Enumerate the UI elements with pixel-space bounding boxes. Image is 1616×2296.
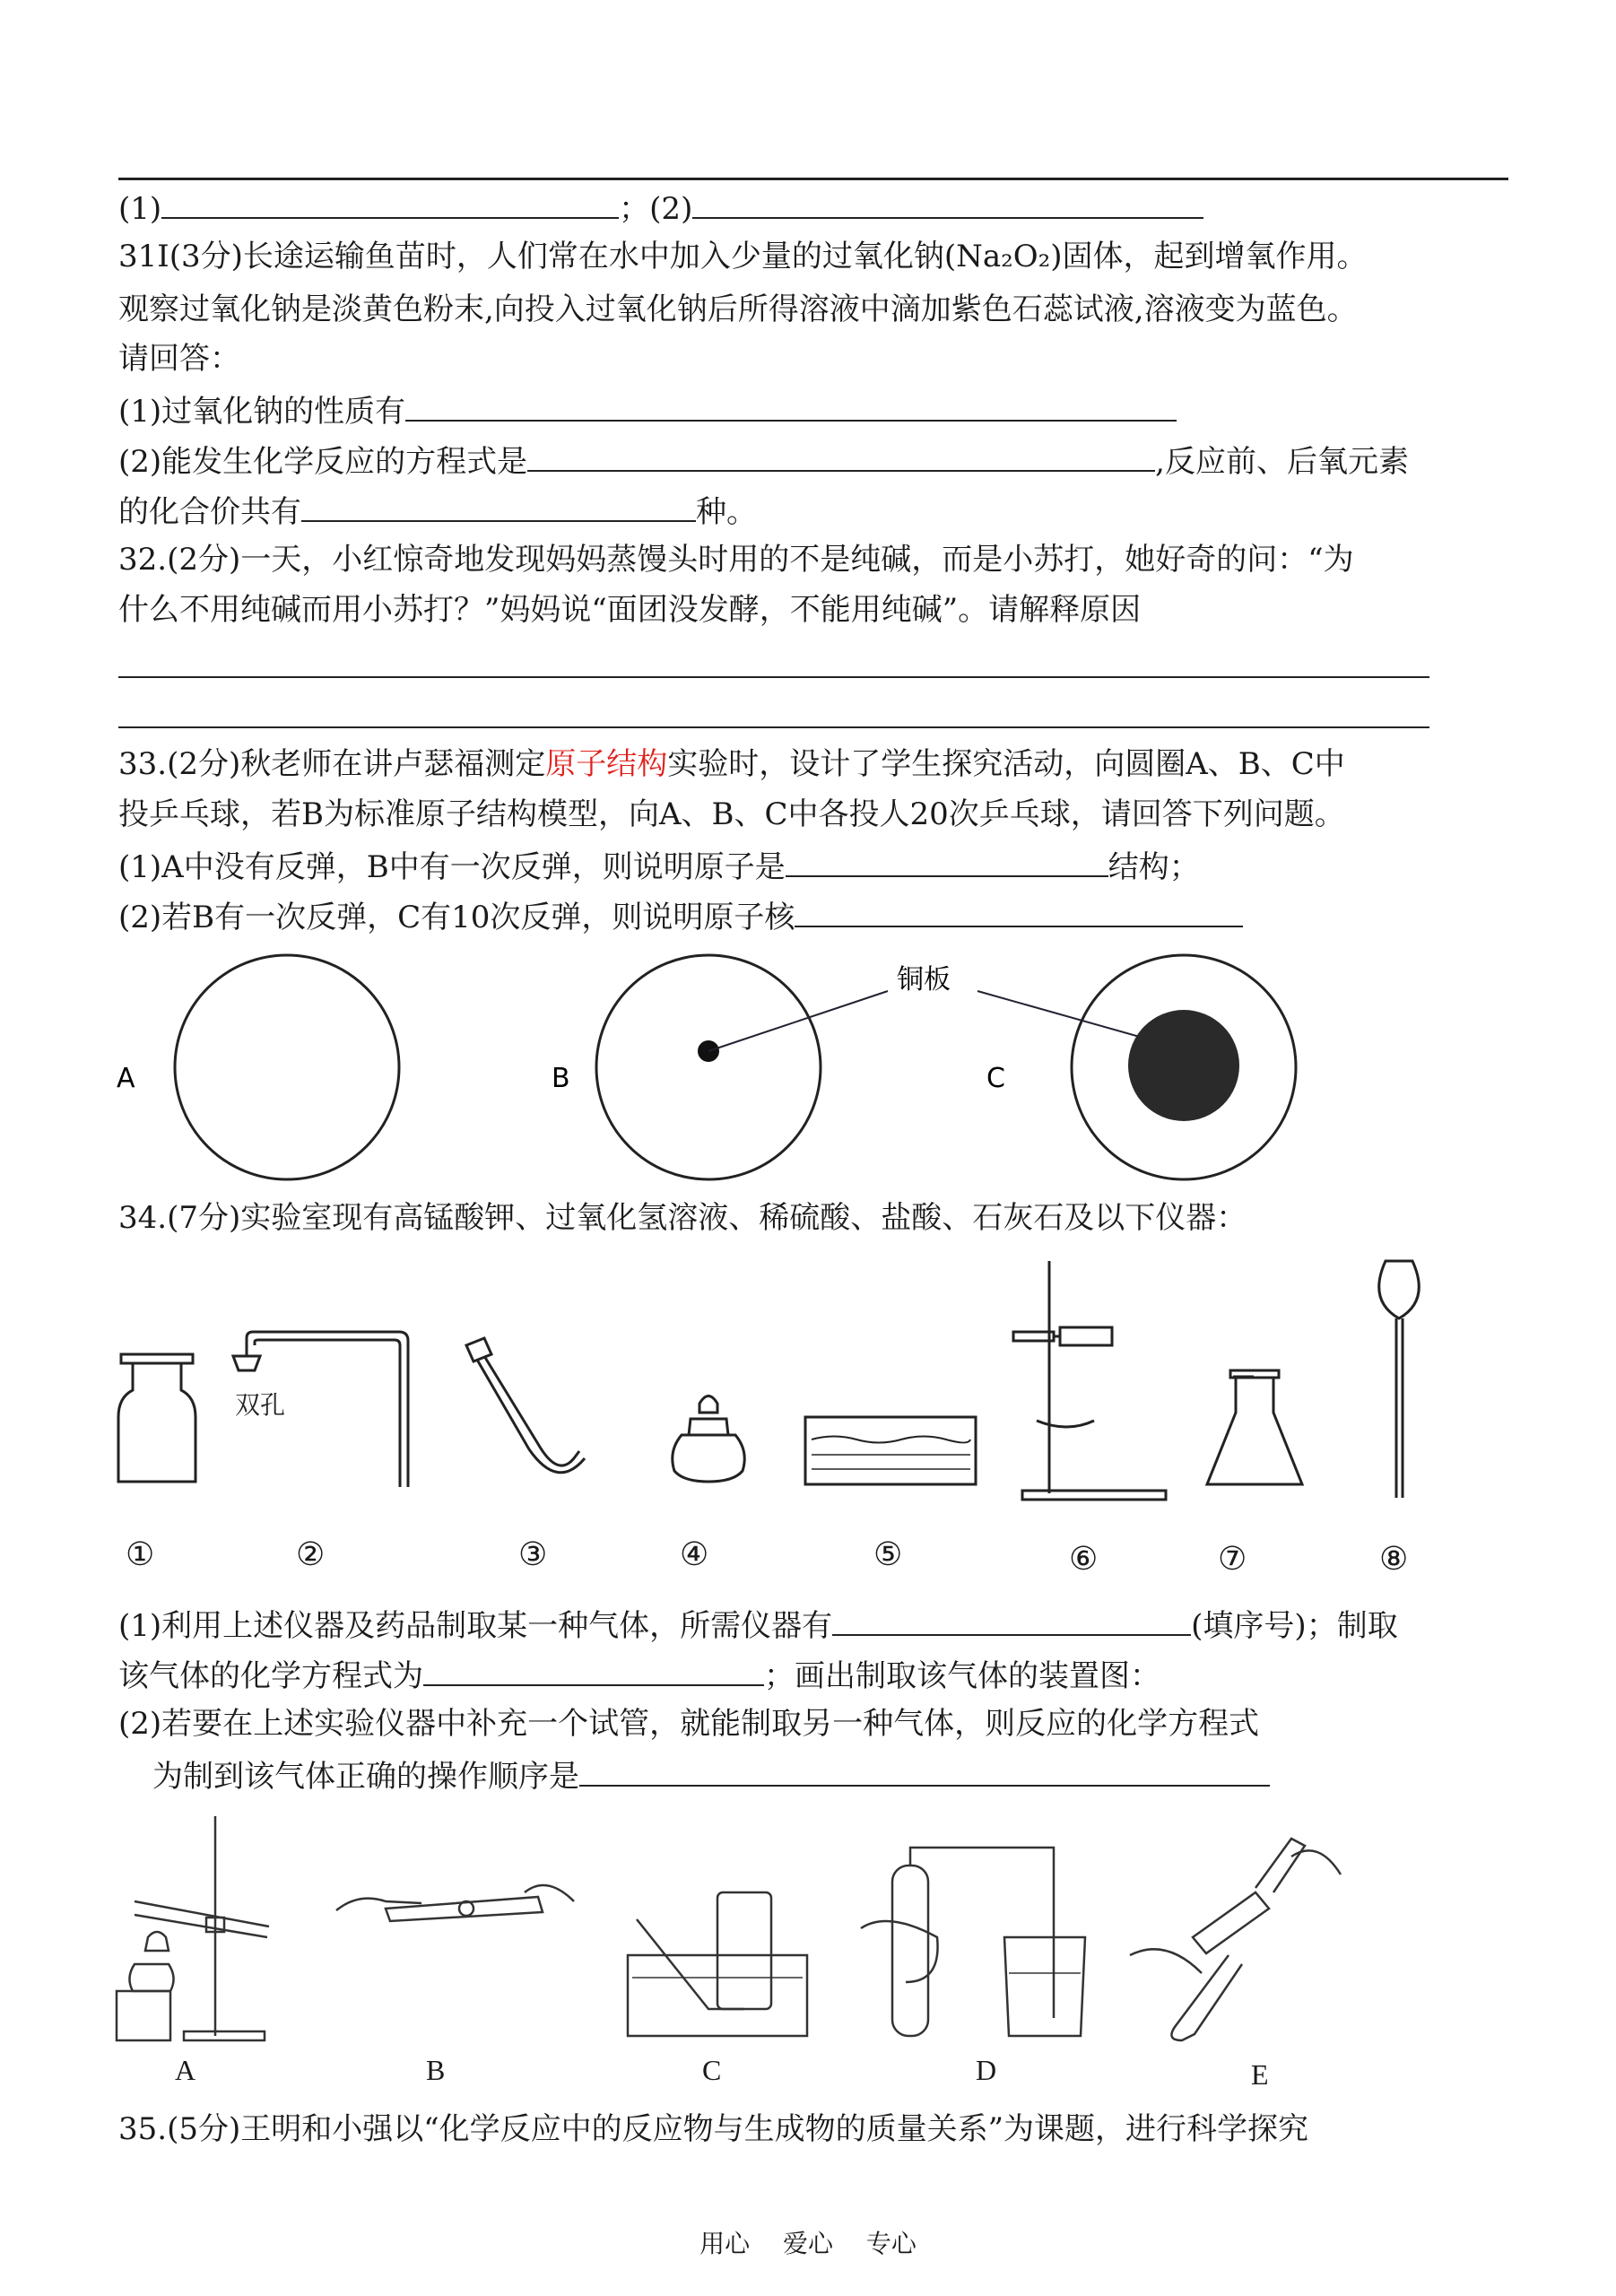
apparatus-number-7: ⑦ — [1218, 1541, 1247, 1578]
q34-sub1 — [118, 1605, 1398, 1644]
circle-a — [175, 955, 399, 1179]
operation-a-heating-icon — [117, 1816, 269, 2040]
q31-sub2-text-d: 种。 — [696, 494, 757, 530]
q33-sub2-text: (2)若B有一次反弹，C有10次反弹，则说明原子核 — [118, 900, 795, 935]
q34-sub1-text-b: (填序号)；制取 — [1191, 1608, 1398, 1644]
q33-sub1-text: (1)A中没有反弹，B中有一次反弹，则说明原子是 — [118, 849, 786, 885]
q34-sub2-text-b: 为制到该气体正确的操作顺序是 — [152, 1759, 579, 1795]
apparatus-figure — [0, 1256, 1616, 1525]
q31-blank-2[interactable] — [527, 441, 1155, 472]
circle-b — [596, 955, 821, 1179]
apparatus-number-6: ⑥ — [1069, 1541, 1099, 1578]
q31-line-1: 31I(3分)长途运输鱼苗时，人们常在水中加入少量的过氧化钠(Na₂O₂)固体，起到增氧作用。 — [118, 239, 1368, 274]
apparatus-number-3: ③ — [518, 1536, 548, 1573]
q32-answer-blank-2[interactable] — [118, 726, 1429, 728]
q32-line-2: 什么不用纯碱而用小苏打？”妈妈说“面团没发酵，不能用纯碱”。请解释原因 — [118, 592, 1142, 628]
q34-line-1: 34.(7分)实验室现有高锰酸钾、过氧化氢溶液、稀硫酸、盐酸、石灰石及以下仪器： — [118, 1200, 1247, 1236]
bent-delivery-tube-icon — [466, 1338, 585, 1473]
q31-sub2 — [118, 441, 1409, 480]
apparatus-number-5: ⑤ — [873, 1536, 903, 1573]
fig-label-copper-plate: 铜板 — [897, 964, 951, 996]
q31-sub1 — [118, 391, 1177, 430]
op-label-a: A — [175, 2054, 196, 2086]
q33-text-b: 实验时，设计了学生探究活动，向圆圈A、B、C中 — [667, 746, 1345, 782]
op-label-e: E — [1251, 2058, 1269, 2091]
apparatus-number-8: ⑧ — [1379, 1541, 1409, 1578]
q31-blank-1[interactable] — [405, 391, 1177, 422]
apparatus-number-2: ② — [296, 1536, 326, 1573]
operation-steps-figure — [0, 1803, 1616, 2072]
q31-sub2-text-a: (2)能发生化学反应的方程式是 — [118, 444, 528, 480]
op-label-d: D — [976, 2054, 997, 2086]
page-footer: 用心 爱心 专心 — [699, 2229, 917, 2258]
q31-line-3: 请回答： — [118, 341, 240, 377]
operation-e-adding-liquid-icon — [1130, 1839, 1341, 2040]
q34-sub2: (2)若要在上述实验仪器中补充一个试管，就能制取另一种气体，则反应的化学方程式 — [118, 1706, 1260, 1742]
q33-blank-1[interactable] — [786, 847, 1108, 877]
q32-line-1: 32.(2分)一天，小红惊奇地发现妈妈蒸馒头时用的不是纯碱，而是小苏打，她好奇的问：“为 — [118, 542, 1354, 578]
q31-blank-3[interactable] — [301, 491, 696, 522]
q34-sub1-text-a: (1)利用上述仪器及药品制取某一种气体，所需仪器有 — [118, 1608, 833, 1644]
long-neck-funnel-icon — [1379, 1261, 1420, 1498]
q34-sub1-cont — [118, 1656, 1160, 1694]
q32-answer-blank-1[interactable] — [118, 676, 1429, 678]
gas-jar-icon — [118, 1354, 195, 1482]
iron-stand-icon — [1013, 1261, 1166, 1500]
operation-c-collecting-icon — [628, 1892, 807, 2036]
water-trough-icon — [805, 1417, 976, 1484]
q33-line-1 — [118, 746, 1345, 782]
q33-line-2: 投乒乓球，若B为标准原子结构模型，向A、B、C中各投人20次乒乓球，请回答下列问题。 — [118, 796, 1345, 832]
q34-sub1-text-c: 该气体的化学方程式为 — [118, 1658, 423, 1694]
q30-blank-1[interactable] — [161, 188, 619, 219]
q33-blank-2[interactable] — [795, 897, 1243, 927]
q34-blank-3[interactable] — [579, 1756, 1270, 1787]
q35-line-1: 35.(5分)王明和小强以“化学反应中的反应物与生成物的质量关系”为课题，进行科学探究 — [118, 2111, 1308, 2147]
apparatus-number-4: ④ — [680, 1536, 709, 1573]
q31-sub1-text: (1)过氧化钠的性质有 — [118, 394, 406, 430]
alcohol-lamp-icon — [673, 1396, 744, 1483]
q33-sub1-text-b: 结构； — [1108, 849, 1200, 885]
fig-label-c: C — [986, 1063, 1005, 1094]
q30-blank-2[interactable] — [692, 188, 1203, 219]
q33-sub2 — [118, 897, 1243, 935]
operation-b-testing-icon — [336, 1885, 574, 1921]
fig-label-a: A — [117, 1063, 135, 1094]
q31-sub2-text-c: 的化合价共有 — [118, 494, 301, 530]
op-label-c: C — [702, 2054, 722, 2086]
q34-sub2-cont — [152, 1756, 1270, 1795]
q30-label-2: ；(2) — [619, 191, 693, 227]
q30-answer-line — [118, 188, 1203, 227]
q33-link-atomic-structure[interactable]: 原子结构 — [545, 746, 668, 782]
q33-sub1 — [118, 847, 1200, 885]
atom-model-figure — [0, 933, 1616, 1202]
fig-label-b: B — [552, 1063, 570, 1094]
header-rule — [118, 178, 1508, 180]
q31-sub2-text-b: ,反应前、后氧元素 — [1155, 444, 1409, 480]
operation-d-airtight-icon — [861, 1848, 1085, 2036]
q34-blank-2[interactable] — [423, 1656, 764, 1686]
conical-flask-icon — [1207, 1370, 1302, 1484]
q34-sub1-text-d: ；画出制取该气体的装置图： — [764, 1658, 1160, 1694]
q34-blank-1[interactable] — [832, 1605, 1191, 1636]
q31-sub2-cont — [118, 491, 757, 530]
double-hole-label: 双孔 — [235, 1390, 286, 1420]
copper-plate-c — [1128, 1010, 1239, 1121]
q33-text-a: 33.(2分)秋老师在讲卢瑟福测定 — [118, 746, 546, 782]
q30-label-1: (1) — [118, 191, 162, 227]
op-label-b: B — [426, 2054, 446, 2086]
q31-line-2: 观察过氧化钠是淡黄色粉末,向投入过氧化钠后所得溶液中滴加紫色石蕊试液,溶液变为蓝色。 — [118, 291, 1358, 327]
apparatus-number-1: ① — [126, 1536, 155, 1573]
